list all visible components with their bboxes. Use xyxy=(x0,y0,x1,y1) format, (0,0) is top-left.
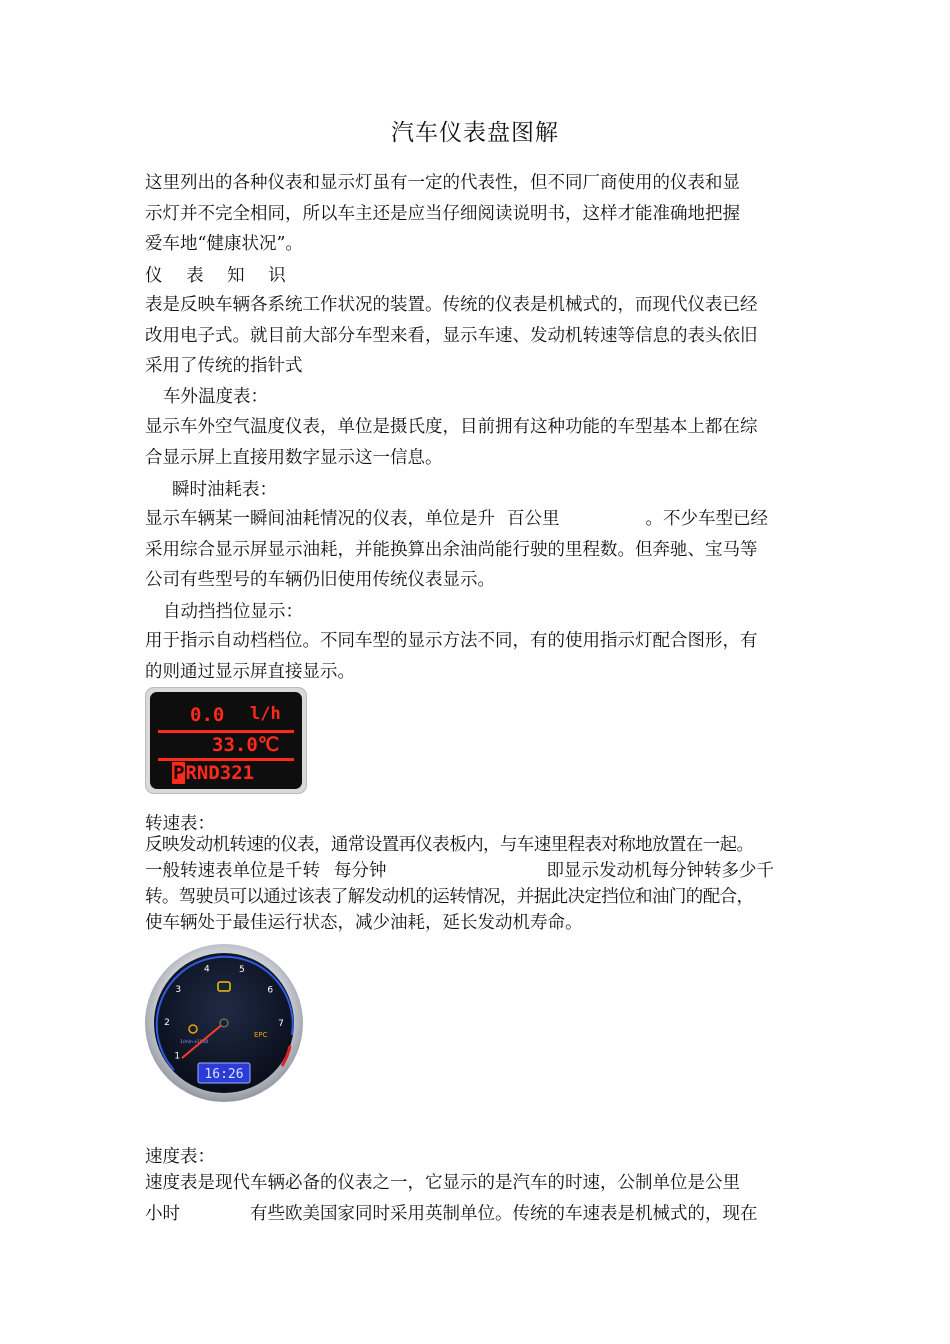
fuel-text-a: 显示车辆某一瞬间油耗情况的仪表，单位是升 xyxy=(145,509,495,529)
tacho-paragraph xyxy=(145,832,815,936)
gauge-tick-label: 7 xyxy=(278,1019,284,1029)
tacho-text-a: 一般转速表单位是千转 xyxy=(145,861,320,881)
intro-line: 示灯并不完全相同，所以车主还是应当仔细阅读说明书，这样才能准确地把握 xyxy=(145,203,740,224)
tacho-text-b: 每分钟 xyxy=(334,861,387,881)
lcd-screen xyxy=(150,692,302,789)
lcd-divider xyxy=(158,730,294,733)
tacho-text-c: 即显示发动机每分钟转多少千 xyxy=(546,861,774,881)
lcd-temperature: 33.0℃ xyxy=(212,734,280,756)
gear-paragraph xyxy=(145,626,810,687)
gauge-tick-label: 5 xyxy=(239,964,245,975)
body-line: 采用了传统的指针式 xyxy=(145,356,303,376)
body-line: 合显示屏上直接用数字显示这一信息。 xyxy=(145,447,443,468)
page-title: 汽车仪表盘图解 xyxy=(391,120,559,146)
gauge-tick-label: 2 xyxy=(164,1018,170,1029)
gauge-tick-label: 1 xyxy=(174,1051,181,1062)
fuel-text-b: 百公里 xyxy=(507,509,560,529)
lcd-divider xyxy=(158,758,294,761)
lcd-gear-rest: RND321 xyxy=(185,762,255,784)
epc-warning-icon: EPC xyxy=(254,1031,268,1039)
body-line: 转。驾驶员可以通过该表了解发动机的运转情况，并据此决定挡位和油门的配合， xyxy=(145,887,754,907)
body-line: 使车辆处于最佳运行状态，减少油耗，延长发动机寿命。 xyxy=(145,913,583,933)
speedo-text-a: 小时 xyxy=(145,1203,180,1224)
lcd-gear-selected: P xyxy=(173,762,185,784)
instrument-knowledge-paragraph xyxy=(145,290,810,382)
body-line: 改用电子式。就目前大部分车型来看，显示车速、发动机转速等信息的表头依旧 xyxy=(145,325,758,346)
speedo-paragraph xyxy=(145,1168,815,1229)
body-line: 表是反映车辆各系统工作状况的装置。传统的仪表是机械式的，而现代仪表已经 xyxy=(145,295,758,315)
gauge-tick-label: 6 xyxy=(267,985,274,996)
outside-temp-paragraph xyxy=(145,412,810,473)
lcd-display-image xyxy=(145,687,307,794)
outside-temp-heading: 车外温度表： xyxy=(163,387,268,407)
tachometer-image xyxy=(144,940,304,1106)
body-line xyxy=(145,504,810,535)
intro-line: 爱车地“健康状况”。 xyxy=(145,234,303,254)
body-line xyxy=(145,1199,815,1230)
tacho-heading: 转速表： xyxy=(145,814,215,834)
section-heading: 仪 表 知 识 xyxy=(145,266,295,286)
body-line: 用于指示自动档档位。不同车型的显示方法不同，有的使用指示灯配合图形，有 xyxy=(145,631,758,651)
body-line: 的则通过显示屏直接显示。 xyxy=(145,661,355,682)
gauge-tick-label: 3 xyxy=(175,985,182,995)
speedo-heading: 速度表： xyxy=(145,1147,215,1167)
fuel-heading: 瞬时油耗表： xyxy=(172,480,277,500)
fuel-paragraph xyxy=(145,504,810,596)
intro-paragraph xyxy=(145,168,810,260)
lcd-consumption-unit: l/h xyxy=(250,704,281,724)
gauge-tick-label: 4 xyxy=(204,964,210,975)
fuel-text-c: 。不少车型已经 xyxy=(645,509,768,529)
body-line: 反映发动机转速的仪表，通常设置再仪表板内，与车速里程表对称地放置在一起。 xyxy=(145,835,754,855)
body-line: 采用综合显示屏显示油耗，并能换算出余油尚能行驶的里程数。但奔驰、宝马等 xyxy=(145,539,758,560)
gauge-clock: 16:26 xyxy=(204,1067,244,1082)
intro-line: 这里列出的各种仪表和显示灯虽有一定的代表性，但不同厂商使用的仪表和显 xyxy=(145,173,740,193)
body-line: 显示车外空气温度仪表，单位是摄氏度，目前拥有这种功能的车型基本上都在综 xyxy=(145,417,758,437)
gear-heading: 自动挡挡位显示： xyxy=(163,602,303,622)
body-line: 公司有些型号的车辆仍旧使用传统仪表显示。 xyxy=(145,570,495,590)
lcd-consumption: 0.0 xyxy=(190,704,225,726)
speedo-text-b: 有些欧美国家同时采用英制单位。传统的车速表是机械式的，现在 xyxy=(250,1203,758,1224)
body-line: 速度表是现代车辆必备的仪表之一，它显示的是汽车的时速，公制单位是公里 xyxy=(145,1173,740,1193)
body-line xyxy=(145,858,815,884)
gauge-hub xyxy=(220,1019,228,1027)
gauge-scale-label: 1/min x1000 xyxy=(180,1040,209,1045)
